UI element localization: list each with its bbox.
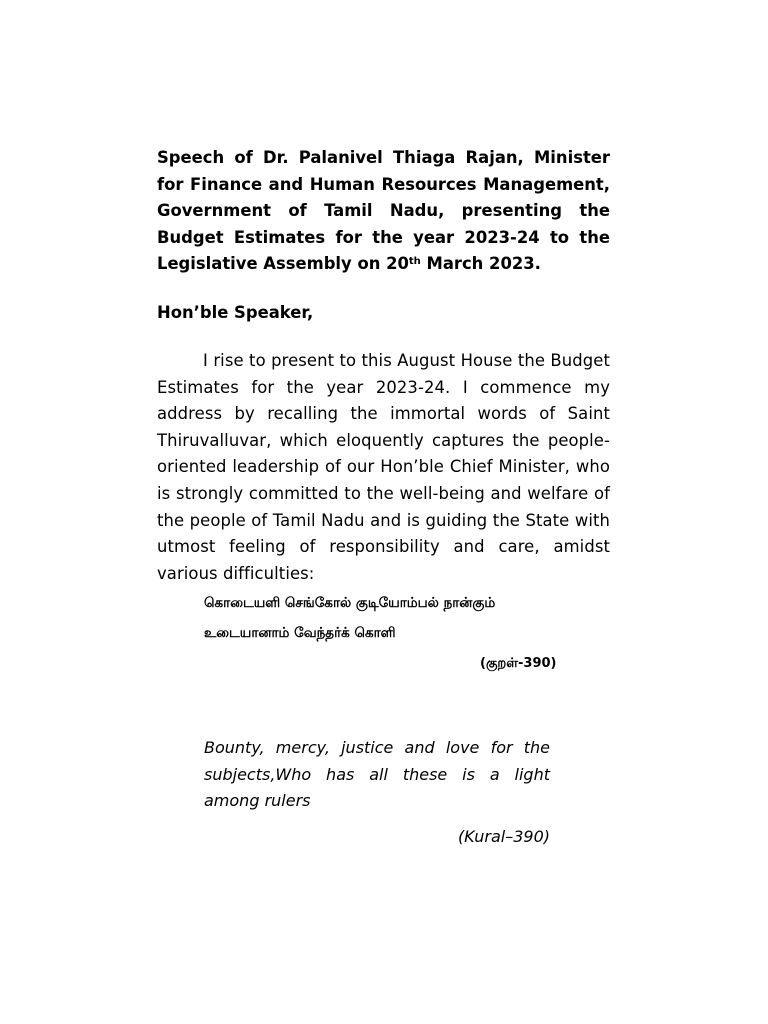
title-ordinal-superscript: th [408, 255, 421, 267]
kural-tamil-line-1: கொடையளி செங்கோல் குடியோம்பல் நான்கும் [204, 595, 496, 611]
kural-english-reference: (Kural–390) [457, 827, 550, 846]
speech-title [157, 145, 610, 278]
kural-tamil-line-2: உடையானாம் வேந்தர்க் கொளி [204, 625, 396, 641]
speech-title-date-end: March 2023. [420, 254, 541, 274]
kural-english-translation: Bounty, mercy, justice and love for the subjects,Who has all these is a light among rulers [204, 738, 550, 811]
kural-tamil-reference: (குறள்-390) [480, 656, 557, 671]
speech-title-text: Speech of Dr. Palanivel Thiaga Rajan, Minister for Finance and Human Resources Management, Government of Tamil Nadu, presenting the Budget Estimates for the year 2023-24 to the Legislative Assembly on 20 [157, 148, 610, 274]
opening-paragraph: I rise to present to this August House the Budget Estimates for the year 2023-24. I commence my address by recalling the immortal words of Saint Thiruvalluvar, which eloquently captures the people-oriented leadership of our Hon’ble Chief Minister, who is strongly committed to the well-being and welfare of the people of Tamil Nadu and is guiding the State with utmost feeling of responsibility and care, amidst various difficulties: [157, 351, 610, 583]
salutation: Hon’ble Speaker, [157, 303, 314, 322]
